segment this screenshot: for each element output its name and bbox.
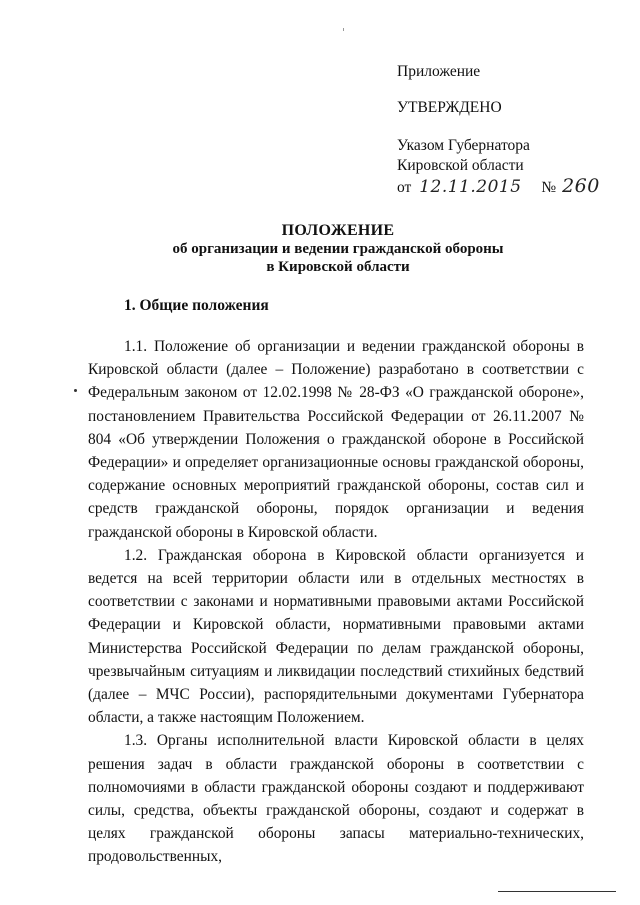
from-label: от (397, 179, 412, 196)
paragraph-1-1: 1.1. Положение об организации и ведении гражданской обороны в Кировской области (далее – Положение) разработано в соответствии с Федеральным законом от 12.02.1998 № 28-ФЗ «О гражданской обороне», постановлением Правительства Российской Федерации от 26.11.2007 № 804 «Об утверждении Положения о гражданской обороне в Российской Федерации» и определяет организационные основы гражданской обороны, содержание основных мероприятий гражданской обороны, состав сил и средств гражданской обороны, порядок организации и ведения гражданской обороны в Кировской области. (88, 338, 584, 541)
scan-dot (74, 389, 77, 392)
section-heading: 1. Общие положения (124, 297, 269, 314)
decree-date-line (397, 176, 627, 198)
decree-line-2: Кировской области (397, 157, 524, 174)
body-text (88, 335, 584, 869)
title-line-2: об организации и ведении гражданской обороны (172, 241, 504, 257)
number-label: № (541, 179, 557, 196)
document-title (88, 222, 588, 276)
paragraph-1-2: 1.2. Гражданская оборона в Кировской области организуется и ведется на всей территории области или в отдельных местностях в соответствии с законами и нормативными правовыми актами Российской Федерации и Кировской области, нормативными правовыми актами Министерства Российской Федерации по делам гражданской обороны, чрезвычайным ситуациям и ликвидации последствий стихийных бедствий (далее – МЧС России), распорядительными документами Губернатора области, а также настоящим Положением. (88, 546, 584, 727)
approval-stamp-block (397, 62, 627, 198)
handwritten-number: 260 (562, 175, 600, 197)
title-line-1: ПОЛОЖЕНИЕ (281, 222, 395, 239)
paragraph-1-3: 1.3. Органы исполнительной власти Кировской области в целях решения задач в области гражданской обороны в соответствии с полномочиями в области гражданской обороны создают и поддерживают силы, средства, объекты гражданской обороны, создают и содержат в целях гражданской обороны запасы материально-технических, продовольственных, (88, 732, 584, 866)
scan-mark (343, 28, 344, 31)
handwritten-date: 12.11.2015 (419, 177, 522, 197)
approved-label: УТВЕРЖДЕНО (397, 99, 502, 116)
appendix-label: Приложение (397, 63, 481, 80)
decree-line-1: Указом Губернатора (397, 137, 530, 154)
title-line-3: в Кировской области (266, 259, 410, 275)
footer-rule (498, 891, 616, 892)
